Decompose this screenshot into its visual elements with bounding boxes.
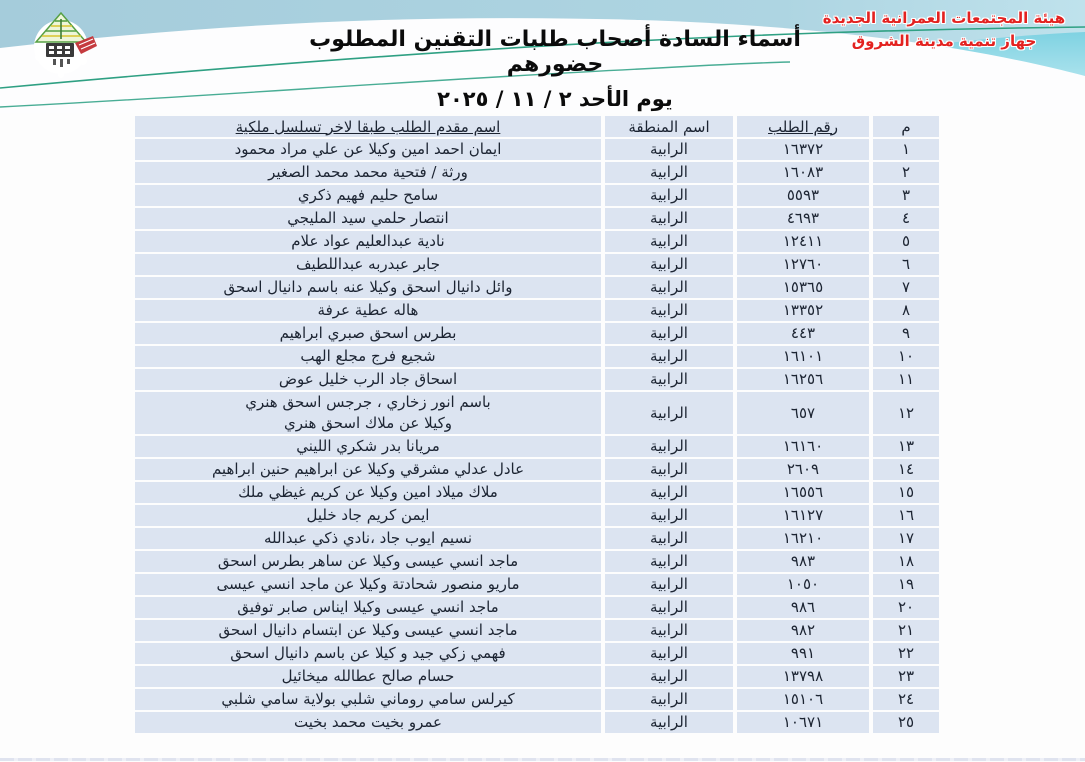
table-row	[135, 574, 939, 595]
request-number-cell: ١٦١٠١	[737, 346, 869, 367]
row-number-cell: ١١	[873, 369, 939, 390]
row-number-cell: ١٦	[873, 505, 939, 526]
row-number-cell: ١٥	[873, 482, 939, 503]
column-header-request-number: رقم الطلب	[737, 116, 869, 137]
authority-name-line1: هيئة المجتمعات العمرانية الجديدة	[822, 9, 1066, 27]
row-number-cell: ١٠	[873, 346, 939, 367]
applicants-table	[131, 114, 943, 735]
table-row	[135, 300, 939, 321]
table-row	[135, 643, 939, 664]
table-row	[135, 323, 939, 344]
request-number-cell: ١٦٥٥٦	[737, 482, 869, 503]
area-name-cell: الرابية	[605, 712, 733, 733]
area-name-cell: الرابية	[605, 666, 733, 687]
request-number-cell: ١٥٣٦٥	[737, 277, 869, 298]
row-number-cell: ٣	[873, 185, 939, 206]
row-number-cell: ٢٥	[873, 712, 939, 733]
row-number-cell: ٩	[873, 323, 939, 344]
table-row	[135, 620, 939, 641]
row-number-cell: ٨	[873, 300, 939, 321]
table-row	[135, 231, 939, 252]
bottom-edge-strip	[0, 758, 1085, 761]
applicant-name-cell: ماجد انسي عيسى وكيلا ايناس صابر توفيق	[135, 597, 601, 618]
row-number-cell: ٢١	[873, 620, 939, 641]
area-name-cell: الرابية	[605, 505, 733, 526]
applicant-name-cell: ماجد انسي عيسى وكيلا عن ابتسام دانيال اسحق	[135, 620, 601, 641]
column-header-area: اسم المنطقة	[605, 116, 733, 137]
applicant-name-cell: انتصار حلمي سيد المليجي	[135, 208, 601, 229]
table-row	[135, 277, 939, 298]
row-number-cell: ١٨	[873, 551, 939, 572]
table-header-row	[135, 116, 939, 137]
area-name-cell: الرابية	[605, 323, 733, 344]
request-number-cell: ٦٥٧	[737, 392, 869, 434]
table-row	[135, 436, 939, 457]
request-number-cell: ٥٥٩٣	[737, 185, 869, 206]
table-row	[135, 528, 939, 549]
area-name-cell: الرابية	[605, 254, 733, 275]
request-number-cell: ٩٨٣	[737, 551, 869, 572]
applicant-name-cell: وائل دانيال اسحق وكيلا عنه باسم دانيال اسحق	[135, 277, 601, 298]
area-name-cell: الرابية	[605, 139, 733, 160]
table-row	[135, 162, 939, 183]
row-number-cell: ١	[873, 139, 939, 160]
table-row	[135, 369, 939, 390]
area-name-cell: الرابية	[605, 643, 733, 664]
page-title-date: يوم الأحد ٢ / ١١ / ٢٠٢٥	[437, 87, 673, 111]
table-row	[135, 689, 939, 710]
table-row	[135, 551, 939, 572]
table-row	[135, 185, 939, 206]
request-number-cell: ٢٦٠٩	[737, 459, 869, 480]
applicant-name-cell: ملاك ميلاد امين وكيلا عن كريم غيظي ملك	[135, 482, 601, 503]
request-number-cell: ٩٨٦	[737, 597, 869, 618]
request-number-cell: ١٦١٦٠	[737, 436, 869, 457]
area-name-cell: الرابية	[605, 597, 733, 618]
table-row	[135, 208, 939, 229]
request-number-cell: ٤٤٣	[737, 323, 869, 344]
table-row	[135, 482, 939, 503]
applicant-name-cell: ايمن كريم جاد خليل	[135, 505, 601, 526]
applicant-name-cell: اسحاق جاد الرب خليل عوض	[135, 369, 601, 390]
row-number-cell: ١٩	[873, 574, 939, 595]
request-number-cell: ١٠٦٧١	[737, 712, 869, 733]
request-number-cell: ١٠٥٠	[737, 574, 869, 595]
area-name-cell: الرابية	[605, 185, 733, 206]
row-number-cell: ٥	[873, 231, 939, 252]
page-title	[265, 27, 845, 111]
table-row	[135, 392, 939, 434]
row-number-cell: ٢٤	[873, 689, 939, 710]
request-number-cell: ٩٩١	[737, 643, 869, 664]
request-number-cell: ١٢٧٦٠	[737, 254, 869, 275]
area-name-cell: الرابية	[605, 208, 733, 229]
row-number-cell: ٢٠	[873, 597, 939, 618]
applicant-name-cell: ماريو منصور شحادتة وكيلا عن ماجد انسي عيسى	[135, 574, 601, 595]
table-row	[135, 346, 939, 367]
row-number-cell: ١٢	[873, 392, 939, 434]
applicant-name-cell: شجيع فرج مجلع الهب	[135, 346, 601, 367]
applicant-name-cell: نسيم ايوب جاد ،نادي ذكي عبدالله	[135, 528, 601, 549]
applicant-name-cell: فهمي زكي جيد و كيلا عن باسم دانيال اسحق	[135, 643, 601, 664]
area-name-cell: الرابية	[605, 482, 733, 503]
row-number-cell: ١٤	[873, 459, 939, 480]
area-name-cell: الرابية	[605, 392, 733, 434]
area-name-cell: الرابية	[605, 620, 733, 641]
table-row	[135, 459, 939, 480]
area-name-cell: الرابية	[605, 436, 733, 457]
area-name-cell: الرابية	[605, 551, 733, 572]
row-number-cell: ٦	[873, 254, 939, 275]
applicant-name-cell: مريانا بدر شكري الليني	[135, 436, 601, 457]
request-number-cell: ١٥١٠٦	[737, 689, 869, 710]
applicant-name-cell: نادية عبدالعليم عواد علام	[135, 231, 601, 252]
applicant-name-cell: عادل عدلي مشرقي وكيلا عن ابراهيم حنين ابراهيم	[135, 459, 601, 480]
table-row	[135, 666, 939, 687]
table-row	[135, 139, 939, 160]
applicant-name-cell: حسام صالح عطالله ميخائيل	[135, 666, 601, 687]
area-name-cell: الرابية	[605, 689, 733, 710]
row-number-cell: ١٧	[873, 528, 939, 549]
applicant-name-cell: باسم انور زخاري ، جرجس اسحق هنري وكيلا عن ملاك اسحق هنري	[135, 392, 601, 434]
request-number-cell: ١٦٠٨٣	[737, 162, 869, 183]
row-number-cell: ٧	[873, 277, 939, 298]
applicant-name-cell: ايمان احمد امين وكيلا عن علي مراد محمود	[135, 139, 601, 160]
request-number-cell: ١٣٣٥٢	[737, 300, 869, 321]
area-name-cell: الرابية	[605, 162, 733, 183]
table-row	[135, 597, 939, 618]
row-number-cell: ٢٢	[873, 643, 939, 664]
authority-name	[819, 7, 1069, 54]
area-name-cell: الرابية	[605, 369, 733, 390]
request-number-cell: ١٦٣٧٢	[737, 139, 869, 160]
request-number-cell: ١٢٤١١	[737, 231, 869, 252]
area-name-cell: الرابية	[605, 300, 733, 321]
row-number-cell: ١٣	[873, 436, 939, 457]
request-number-cell: ١٦٢٥٦	[737, 369, 869, 390]
table-row	[135, 712, 939, 733]
row-number-cell: ٤	[873, 208, 939, 229]
applicant-name-cell: بطرس اسحق صبري ابراهيم	[135, 323, 601, 344]
applicants-table-wrap	[131, 114, 943, 735]
header-banner	[0, 0, 1085, 113]
applicant-name-cell: ماجد انسي عيسى وكيلا عن ساهر بطرس اسحق	[135, 551, 601, 572]
request-number-cell: ٩٨٢	[737, 620, 869, 641]
table-row	[135, 505, 939, 526]
applicant-name-cell: ورثة / فتحية محمد محمد الصغير	[135, 162, 601, 183]
column-header-applicant-name: اسم مقدم الطلب طبقا لاخر تسلسل ملكية	[135, 116, 601, 137]
request-number-cell: ١٦٢١٠	[737, 528, 869, 549]
area-name-cell: الرابية	[605, 277, 733, 298]
authority-name-line2: جهاز تنمية مدينة الشروق	[851, 32, 1037, 51]
request-number-cell: ١٦١٢٧	[737, 505, 869, 526]
area-name-cell: الرابية	[605, 346, 733, 367]
table-row	[135, 254, 939, 275]
table-body	[135, 139, 939, 733]
applicant-name-cell: كيرلس سامي روماني شلبي بولاية سامي شلبي	[135, 689, 601, 710]
applicant-name-cell: هاله عطية عرفة	[135, 300, 601, 321]
request-number-cell: ٤٦٩٣	[737, 208, 869, 229]
authority-emblem-icon	[25, 5, 99, 83]
applicant-name-cell: جابر عبدربه عبداللطيف	[135, 254, 601, 275]
request-number-cell: ١٣٧٩٨	[737, 666, 869, 687]
row-number-cell: ٢٣	[873, 666, 939, 687]
area-name-cell: الرابية	[605, 574, 733, 595]
area-name-cell: الرابية	[605, 459, 733, 480]
row-number-cell: ٢	[873, 162, 939, 183]
column-header-serial: م	[873, 116, 939, 137]
applicant-name-cell: عمرو بخيت محمد بخيت	[135, 712, 601, 733]
area-name-cell: الرابية	[605, 231, 733, 252]
area-name-cell: الرابية	[605, 528, 733, 549]
applicant-name-cell: سامح حليم فهيم ذكري	[135, 185, 601, 206]
page-title-line1: أسماء السادة أصحاب طلبات التقنين المطلوب حضورهم	[309, 27, 801, 77]
